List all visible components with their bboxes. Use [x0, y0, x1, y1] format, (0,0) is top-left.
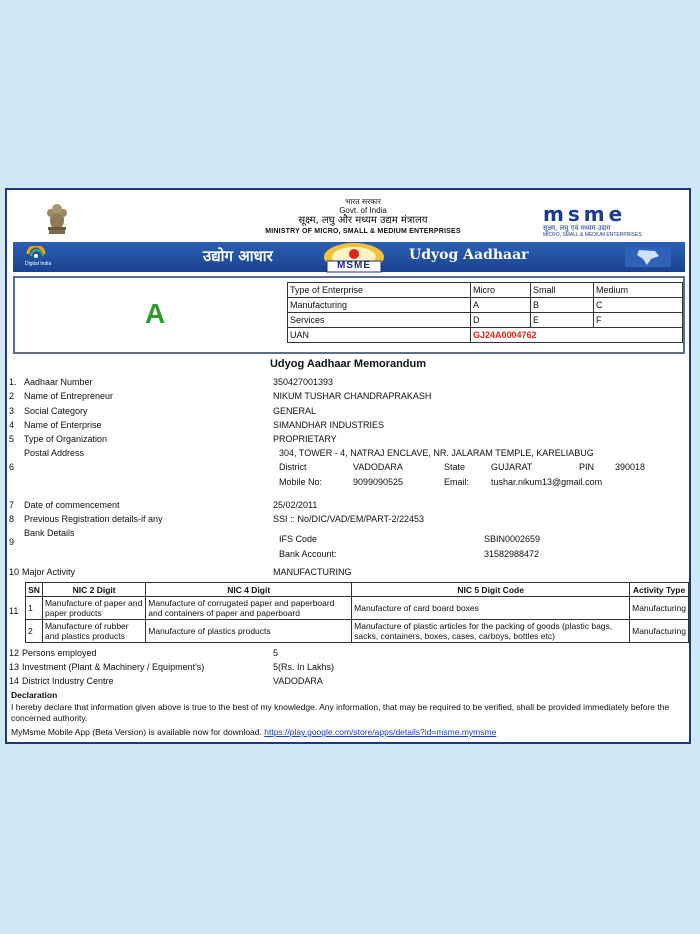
table-cell: A	[471, 298, 531, 313]
table-cell: Medium	[594, 283, 683, 298]
field-bank-details	[7, 528, 687, 562]
field-label: Aadhaar Number	[24, 377, 93, 387]
table-cell: Manufacturing	[630, 620, 689, 643]
column-header: NIC 2 Digit	[42, 583, 145, 597]
field-label: Bank Details	[24, 528, 75, 538]
banner-title-hindi: उद्योग आधार	[203, 247, 273, 265]
header	[13, 194, 685, 240]
table-cell: F	[594, 313, 683, 328]
digital-india-logo	[25, 246, 75, 268]
msme-logo-hindi: सूक्ष्म, लघु एवं मध्यम उद्यम	[543, 224, 611, 232]
ifs-value: SBIN0002659	[484, 534, 541, 544]
field-value: MANUFACTURING	[273, 567, 352, 577]
field-label: District Industry Centre	[22, 676, 114, 686]
field-value: NIKUM TUSHAR CHANDRAPRAKASH	[273, 391, 432, 401]
field-label: Previous Registration details-if any	[24, 514, 163, 524]
field-number: 10	[9, 567, 20, 577]
email-value: tushar.nikum13@gmail.com	[491, 477, 603, 487]
field-value: SIMANDHAR INDUSTRIES	[273, 420, 385, 430]
state-label: State	[444, 462, 466, 472]
memorandum-title: Udyog Aadhaar Memorandum	[269, 358, 427, 370]
column-header: SN	[26, 583, 43, 597]
state-value: GUJARAT	[491, 462, 533, 472]
field-number: 7	[9, 500, 15, 510]
table-row	[26, 597, 689, 620]
table-cell: Manufacture of plastics products	[146, 620, 352, 643]
account-value: 31582988472	[484, 549, 540, 559]
field-label: Postal Address	[24, 448, 85, 458]
national-emblem-icon	[41, 200, 73, 236]
table-cell: B	[531, 298, 594, 313]
digital-india-label: Digital India	[25, 261, 52, 267]
pin-label: PIN	[579, 462, 595, 472]
mobile-label: Mobile No:	[279, 477, 323, 487]
ifs-label: IFS Code	[279, 534, 318, 544]
field-value: GENERAL	[273, 406, 317, 416]
field-label: Major Activity	[22, 567, 76, 577]
field-label: Date of commencement	[24, 500, 120, 510]
field-value: 5	[273, 648, 279, 658]
mobile-value: 9099090525	[353, 477, 404, 487]
table-row	[26, 620, 689, 643]
enterprise-category-letter: A	[145, 298, 166, 329]
field-label: Type of Organization	[24, 434, 108, 444]
seal-text: MSME	[337, 260, 371, 271]
table-cell: Micro	[471, 283, 531, 298]
field-number: 13	[9, 662, 20, 672]
column-header: Activity Type	[630, 583, 689, 597]
field-value: 5(Rs. In Lakhs)	[273, 662, 335, 672]
field-label: Name of Enterprise	[24, 420, 102, 430]
gov-en: Govt. of India	[339, 206, 387, 215]
ministry-hindi: सूक्ष्म, लघु और मध्यम उद्यम मंत्रालय	[298, 215, 428, 226]
district-label: District	[279, 462, 307, 472]
table-cell: Manufacture of paper and paper products	[42, 597, 145, 620]
address-line: 304, TOWER - 4, NATRAJ ENCLAVE, NR. JALARAM TEMPLE, KARELIABUG	[279, 448, 594, 458]
table-cell: 1	[26, 597, 43, 620]
declaration-text: I hereby declare that information given above is true to the best of my knowledge. Any information, that may be required to be verified, shall be provided immediately before the concerned authority.	[11, 702, 670, 723]
column-header: NIC 5 Digit Code	[352, 583, 630, 597]
table-cell: Manufacture of corrugated paper and paperboard and containers of paper and paperboard	[146, 597, 352, 620]
government-title	[213, 197, 513, 236]
nic-activity-table	[25, 582, 689, 643]
field-value: 25/02/2011	[273, 500, 318, 510]
udyog-aadhaar-banner	[13, 242, 685, 272]
msme-logo	[543, 204, 663, 239]
pin-value: 390018	[615, 462, 646, 472]
field-label: Investment (Plant & Machinery / Equipment's)	[22, 662, 205, 672]
table-cell: Manufacture of card board boxes	[352, 597, 630, 620]
field-value: 350427001393	[273, 377, 334, 387]
uan-row	[288, 328, 683, 343]
digital-india-icon	[25, 246, 55, 262]
field-number: 8	[9, 514, 15, 524]
gov-hindi: भारत सरकार	[345, 197, 381, 206]
table-cell: D	[471, 313, 531, 328]
india-map-icon	[625, 247, 671, 267]
banner-title-en: Udyog Aadhaar	[409, 247, 529, 263]
msme-logo-sub: MICRO, SMALL & MEDIUM ENTERPRISES	[543, 232, 642, 238]
table-cell: Manufacture of rubber and plastics products	[42, 620, 145, 643]
field-label: Name of Entrepreneur	[24, 391, 114, 401]
field-number: 4	[9, 420, 15, 430]
field-number: 14	[9, 676, 20, 686]
field-number: 12	[9, 648, 20, 658]
field-value: SSI :: No/DIC/VAD/EM/PART-2/22453	[273, 514, 425, 524]
app-notice	[11, 727, 687, 738]
uan-label: UAN	[288, 328, 471, 343]
table-cell: Small	[531, 283, 594, 298]
district-value: VADODARA	[353, 462, 403, 472]
field-number: 6	[9, 462, 15, 472]
table-cell: E	[531, 313, 594, 328]
table-cell: C	[594, 298, 683, 313]
column-header: NIC 4 Digit	[146, 583, 352, 597]
field-number: 1.	[9, 377, 17, 387]
table-cell: Services	[288, 313, 471, 328]
declaration-heading: Declaration	[11, 690, 58, 700]
table-cell: Type of Enterprise	[288, 283, 471, 298]
field-number: 9	[9, 537, 15, 547]
field-label: Social Category	[24, 406, 88, 416]
table-row	[288, 283, 683, 298]
field-number: 11	[9, 606, 19, 616]
table-row	[288, 313, 683, 328]
field-value: VADODARA	[273, 676, 323, 686]
email-label: Email:	[444, 477, 470, 487]
table-cell: 2	[26, 620, 43, 643]
app-download-link[interactable]: https://play.google.com/store/apps/details?id=msme.mymsme	[264, 727, 497, 737]
table-cell: Manufacturing	[288, 298, 471, 313]
account-label: Bank Account:	[279, 549, 337, 559]
field-number: 2	[9, 391, 15, 401]
app-notice-text: MyMsme Mobile App (Beta Version) is available now for download.	[11, 727, 262, 737]
field-value: PROPRIETARY	[273, 434, 337, 444]
field-postal-address	[7, 448, 687, 494]
table-cell: Manufacturing	[630, 597, 689, 620]
enterprise-type-table	[287, 282, 683, 343]
field-label: Persons employed	[22, 648, 97, 658]
msme-logo-word: msme	[543, 202, 627, 226]
table-cell: Manufacture of plastic articles for the packing of goods (plastic bags, sacks, containers, boxes, cases, carboys, bottles etc)	[352, 620, 630, 643]
field-number: 5	[9, 434, 15, 444]
table-header-row	[26, 583, 689, 597]
uan-value: GJ24A0004762	[471, 328, 683, 343]
table-row	[288, 298, 683, 313]
ministry-en: MINISTRY OF MICRO, SMALL & MEDIUM ENTERPRISES	[265, 228, 461, 235]
certificate-sheet	[5, 188, 691, 744]
field-number: 3	[9, 406, 15, 416]
enterprise-category-box	[13, 276, 685, 354]
udyog-aadhaar-seal	[317, 243, 391, 273]
